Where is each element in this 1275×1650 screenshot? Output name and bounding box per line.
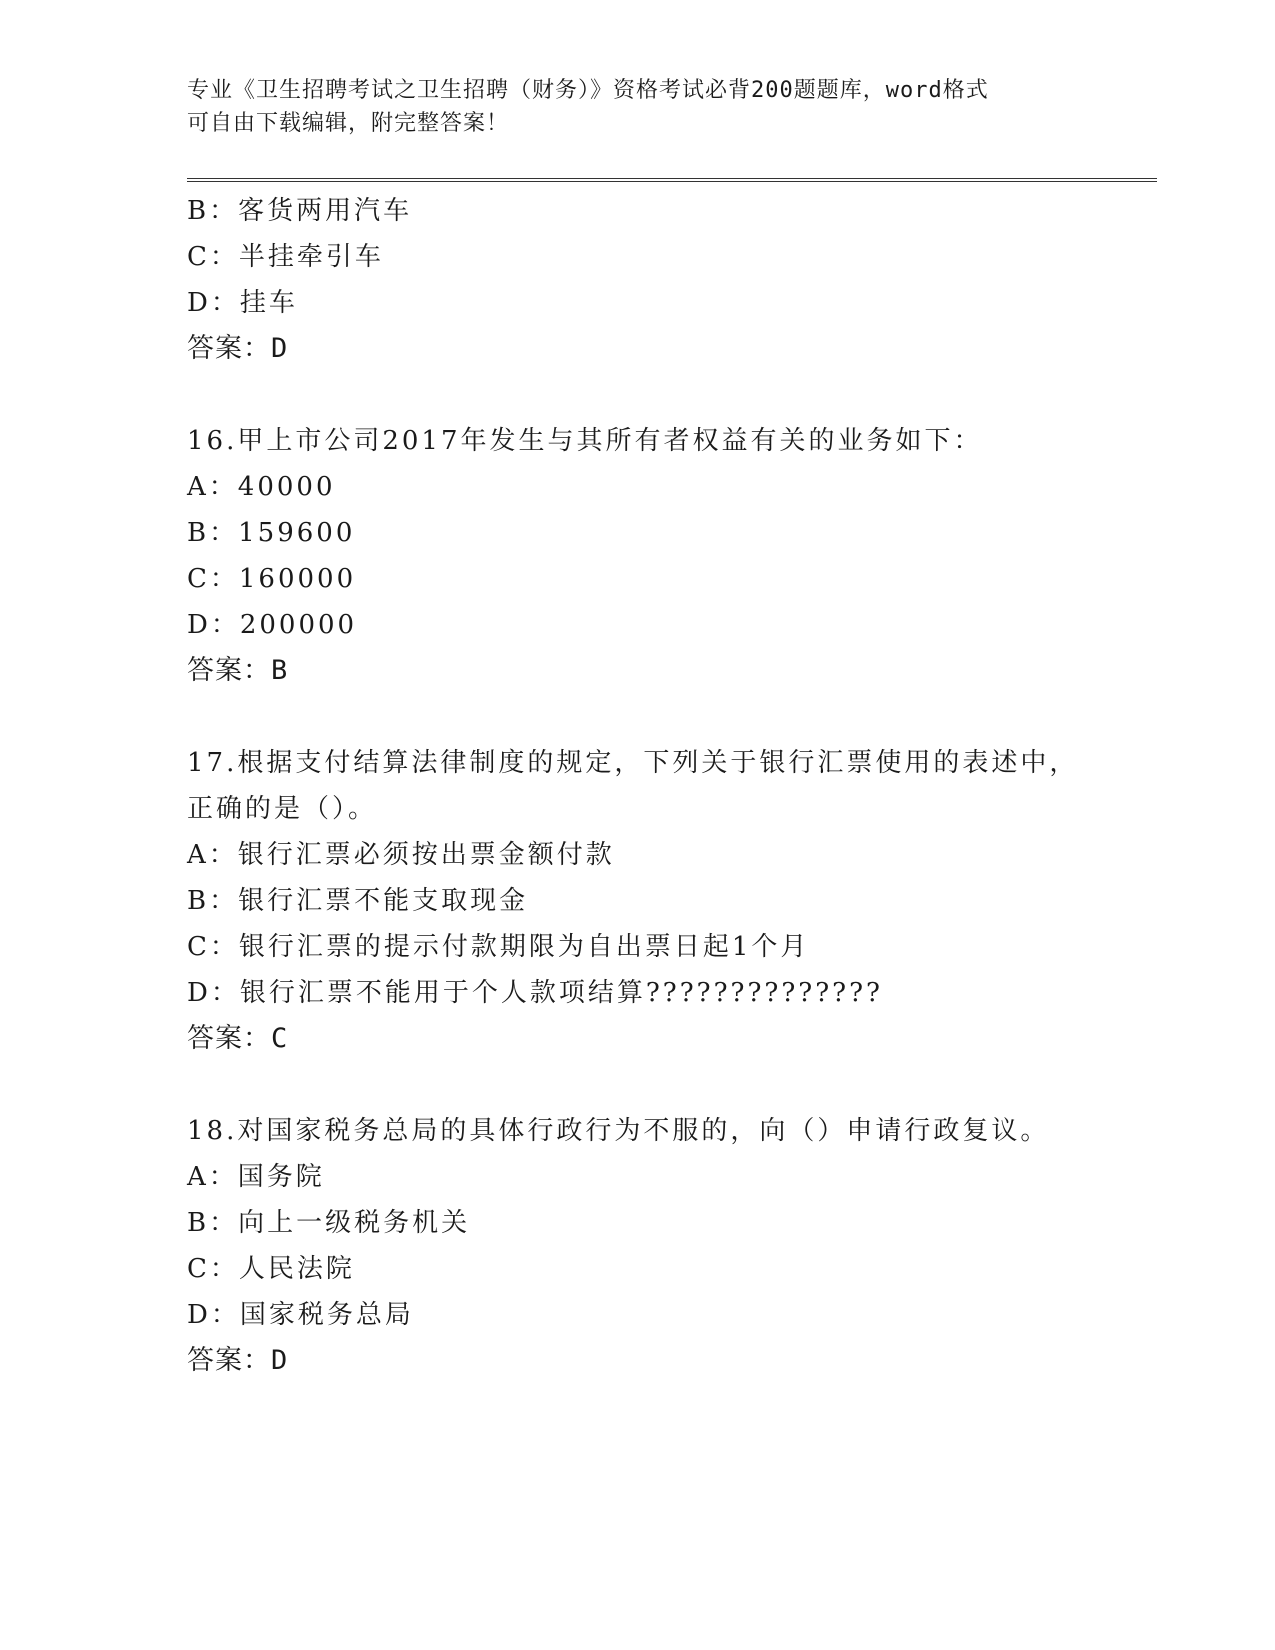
- answer-line: 答案：D: [187, 333, 289, 364]
- question-spacer: [187, 1062, 1157, 1108]
- header-title-line-1: 专业《卫生招聘考试之卫生招聘（财务）》资格考试必背200题题库，word格式: [187, 78, 989, 103]
- question-spacer: [187, 372, 1157, 418]
- document-header: [187, 74, 1067, 140]
- option-d: D：挂车: [187, 288, 298, 318]
- question-spacer: [187, 694, 1157, 740]
- answer-line: 答案：D: [187, 1345, 289, 1376]
- option-b: B：客货两用汽车: [187, 196, 413, 226]
- option-d: D：国家税务总局: [187, 1300, 414, 1330]
- option-b: B：向上一级税务机关: [187, 1208, 471, 1238]
- question-stem-line-2: 正确的是（）。: [187, 794, 378, 824]
- question-list: [187, 188, 1157, 1384]
- question-stem-line-1: 17.根据支付结算法律制度的规定，下列关于银行汇票使用的表述中，: [187, 748, 1079, 778]
- option-d: D：200000: [187, 610, 358, 640]
- option-b: B：159600: [187, 518, 356, 548]
- option-c: C：160000: [187, 564, 357, 594]
- answer-line: 答案：C: [187, 1023, 289, 1054]
- option-c: C：半挂牵引车: [187, 242, 384, 272]
- header-divider: [187, 178, 1157, 182]
- option-a: A：国务院: [187, 1162, 325, 1192]
- option-b: B：银行汇票不能支取现金: [187, 886, 529, 916]
- answer-line: 答案：B: [187, 655, 289, 686]
- option-a: A：40000: [187, 472, 336, 502]
- document-page: [187, 0, 1157, 1650]
- question-17: [187, 740, 1157, 1062]
- option-c: C：银行汇票的提示付款期限为自出票日起1个月: [187, 932, 810, 962]
- question-15-tail: [187, 188, 1157, 372]
- option-a: A：银行汇票必须按出票金额付款: [187, 840, 615, 870]
- header-title-line-2: 可自由下载编辑，附完整答案！: [187, 111, 510, 136]
- question-16: [187, 418, 1157, 694]
- question-stem: 16.甲上市公司2017年发生与其所有者权益有关的业务如下：: [187, 426, 983, 456]
- option-c: C：人民法院: [187, 1254, 355, 1284]
- option-d: D：银行汇票不能用于个人款项结算??????????????: [187, 978, 883, 1008]
- question-18: [187, 1108, 1157, 1384]
- question-stem: 18.对国家税务总局的具体行政行为不服的，向（）申请行政复议。: [187, 1116, 1050, 1146]
